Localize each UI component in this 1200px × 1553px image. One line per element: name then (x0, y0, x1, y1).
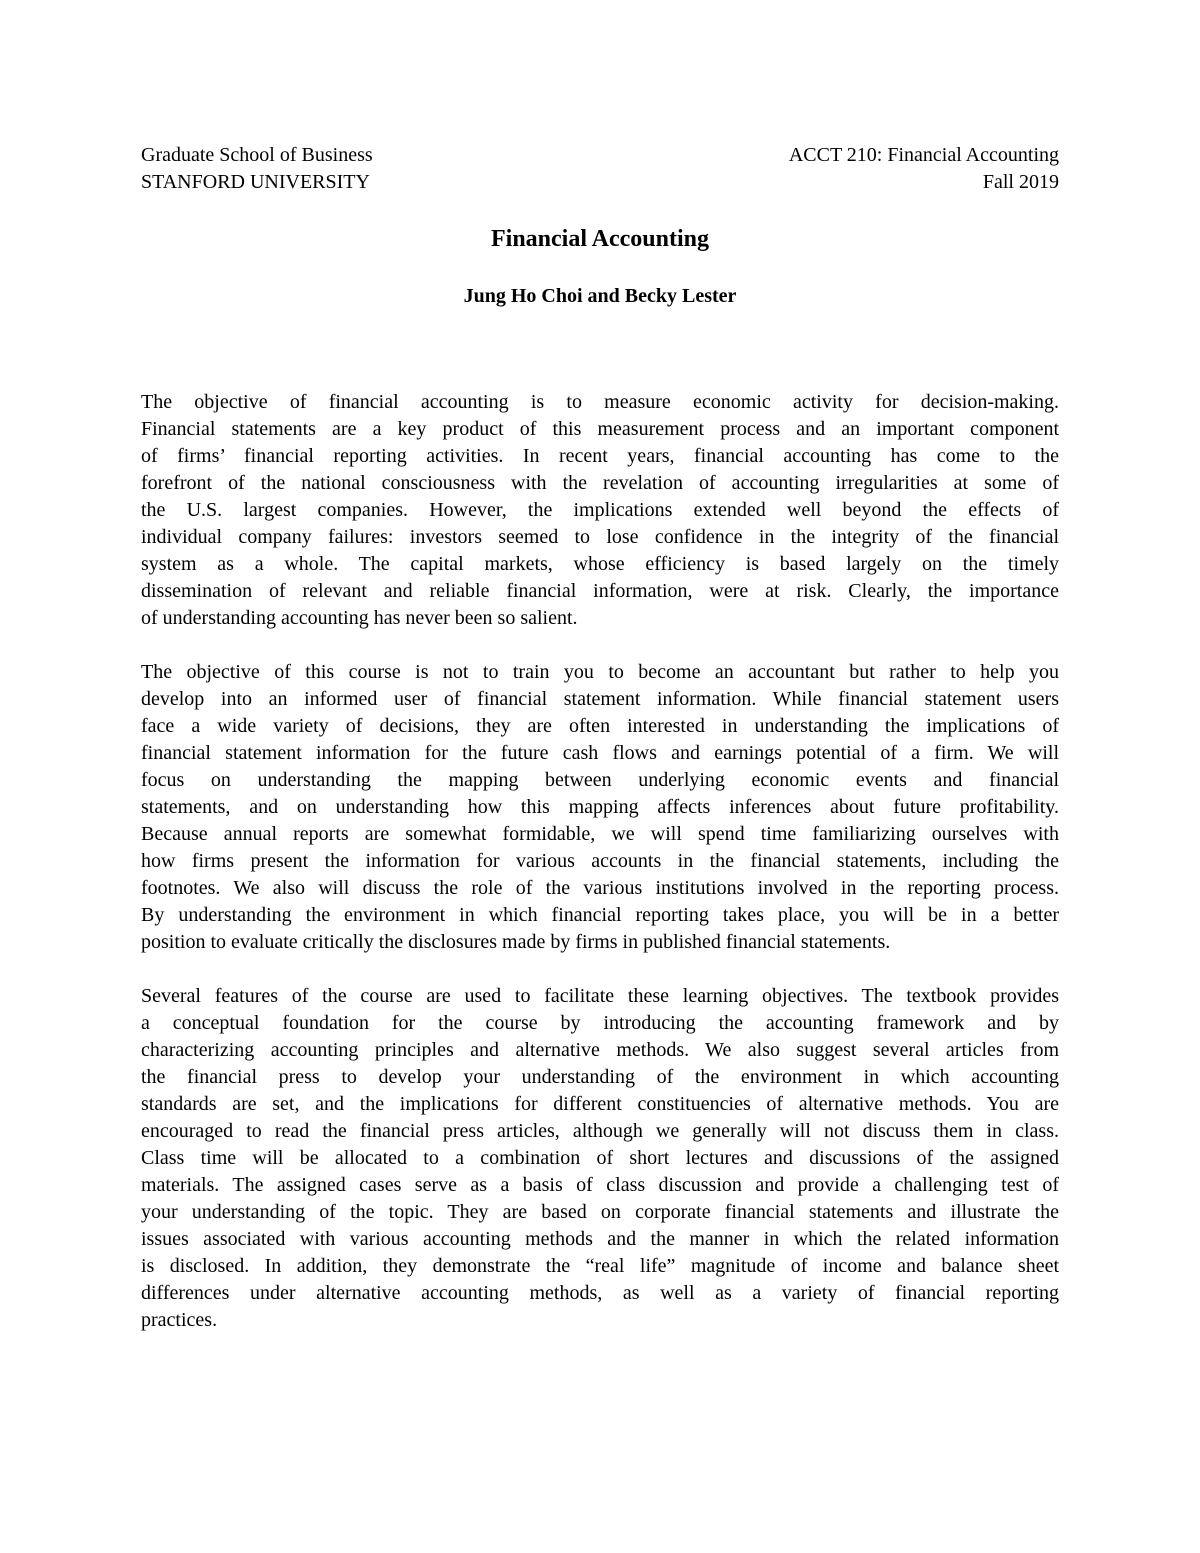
text-line: By understanding the environment in which financial reporting takes place, you will be in a better (141, 904, 1059, 926)
text-line: system as a whole. The capital markets, whose efficiency is based largely on the timely (141, 553, 1059, 575)
text-line: develop into an informed user of financial statement information. While financial statement users (141, 688, 1059, 710)
text-line: statements, and on understanding how this mapping affects inferences about future profitability. (141, 796, 1059, 818)
text-line: Several features of the course are used to facilitate these learning objectives. The textbook provides (141, 985, 1059, 1007)
document-title: Financial Accounting (490, 226, 710, 252)
text-line: of understanding accounting has never been so salient. (141, 607, 578, 629)
course-code: ACCT 210: Financial Accounting (788, 144, 1059, 166)
text-line: focus on understanding the mapping between underlying economic events and financial (141, 769, 1059, 791)
text-line: individual company failures: investors seemed to lose confidence in the integrity of the financial (141, 526, 1059, 548)
paragraph-objective (141, 389, 1059, 632)
text-line: materials. The assigned cases serve as a basis of class discussion and provide a challenging test of (141, 1174, 1059, 1196)
header-course (789, 142, 1059, 196)
text-line: The objective of this course is not to train you to become an accountant but rather to help you (141, 661, 1059, 683)
document-authors: Jung Ho Choi and Becky Lester (463, 285, 737, 307)
text-line: is disclosed. In addition, they demonstrate the “real life” magnitude of income and balance sheet (141, 1255, 1059, 1277)
text-line: Financial statements are a key product of this measurement process and an important component (141, 418, 1059, 440)
text-line: encouraged to read the financial press articles, although we generally will not discuss them in class. (141, 1120, 1059, 1142)
university-name: STANFORD UNIVERSITY (141, 171, 370, 193)
text-line: position to evaluate critically the disclosures made by firms in published financial statements. (141, 931, 891, 953)
text-line: financial statement information for the future cash flows and earnings potential of a firm. We will (141, 742, 1059, 764)
text-line: of firms’ financial reporting activities. In recent years, financial accounting has come to the (141, 445, 1059, 467)
text-line: dissemination of relevant and reliable financial information, were at risk. Clearly, the importance (141, 580, 1059, 602)
text-line: footnotes. We also will discuss the role of the various institutions involved in the reporting process. (141, 877, 1059, 899)
text-line: the financial press to develop your understanding of the environment in which accounting (141, 1066, 1059, 1088)
text-line: Because annual reports are somewhat formidable, we will spend time familiarizing ourselves with (141, 823, 1059, 845)
course-term: Fall 2019 (982, 171, 1059, 193)
header-institution (141, 142, 373, 196)
text-line: practices. (141, 1309, 218, 1331)
text-line: Class time will be allocated to a combination of short lectures and discussions of the assigned (141, 1147, 1059, 1169)
document-body (141, 389, 1059, 1361)
text-line: differences under alternative accounting methods, as well as a variety of financial reporting (141, 1282, 1059, 1304)
text-line: a conceptual foundation for the course by introducing the accounting framework and by (141, 1012, 1059, 1034)
text-line: The objective of financial accounting is to measure economic activity for decision-making. (141, 391, 1059, 413)
text-line: your understanding of the topic. They are based on corporate financial statements and illustrate the (141, 1201, 1059, 1223)
paragraph-course-objective (141, 659, 1059, 956)
text-line: face a wide variety of decisions, they are often interested in understanding the implications of (141, 715, 1059, 737)
paragraph-course-features (141, 983, 1059, 1334)
text-line: standards are set, and the implications for different constituencies of alternative methods. You are (141, 1093, 1059, 1115)
text-line: characterizing accounting principles and alternative methods. We also suggest several articles from (141, 1039, 1059, 1061)
text-line: the U.S. largest companies. However, the implications extended well beyond the effects of (141, 499, 1059, 521)
text-line: forefront of the national consciousness with the revelation of accounting irregularities at some of (141, 472, 1059, 494)
text-line: issues associated with various accounting methods and the manner in which the related information (141, 1228, 1059, 1250)
text-line: how firms present the information for various accounts in the financial statements, including the (141, 850, 1059, 872)
school-name: Graduate School of Business (141, 144, 373, 166)
